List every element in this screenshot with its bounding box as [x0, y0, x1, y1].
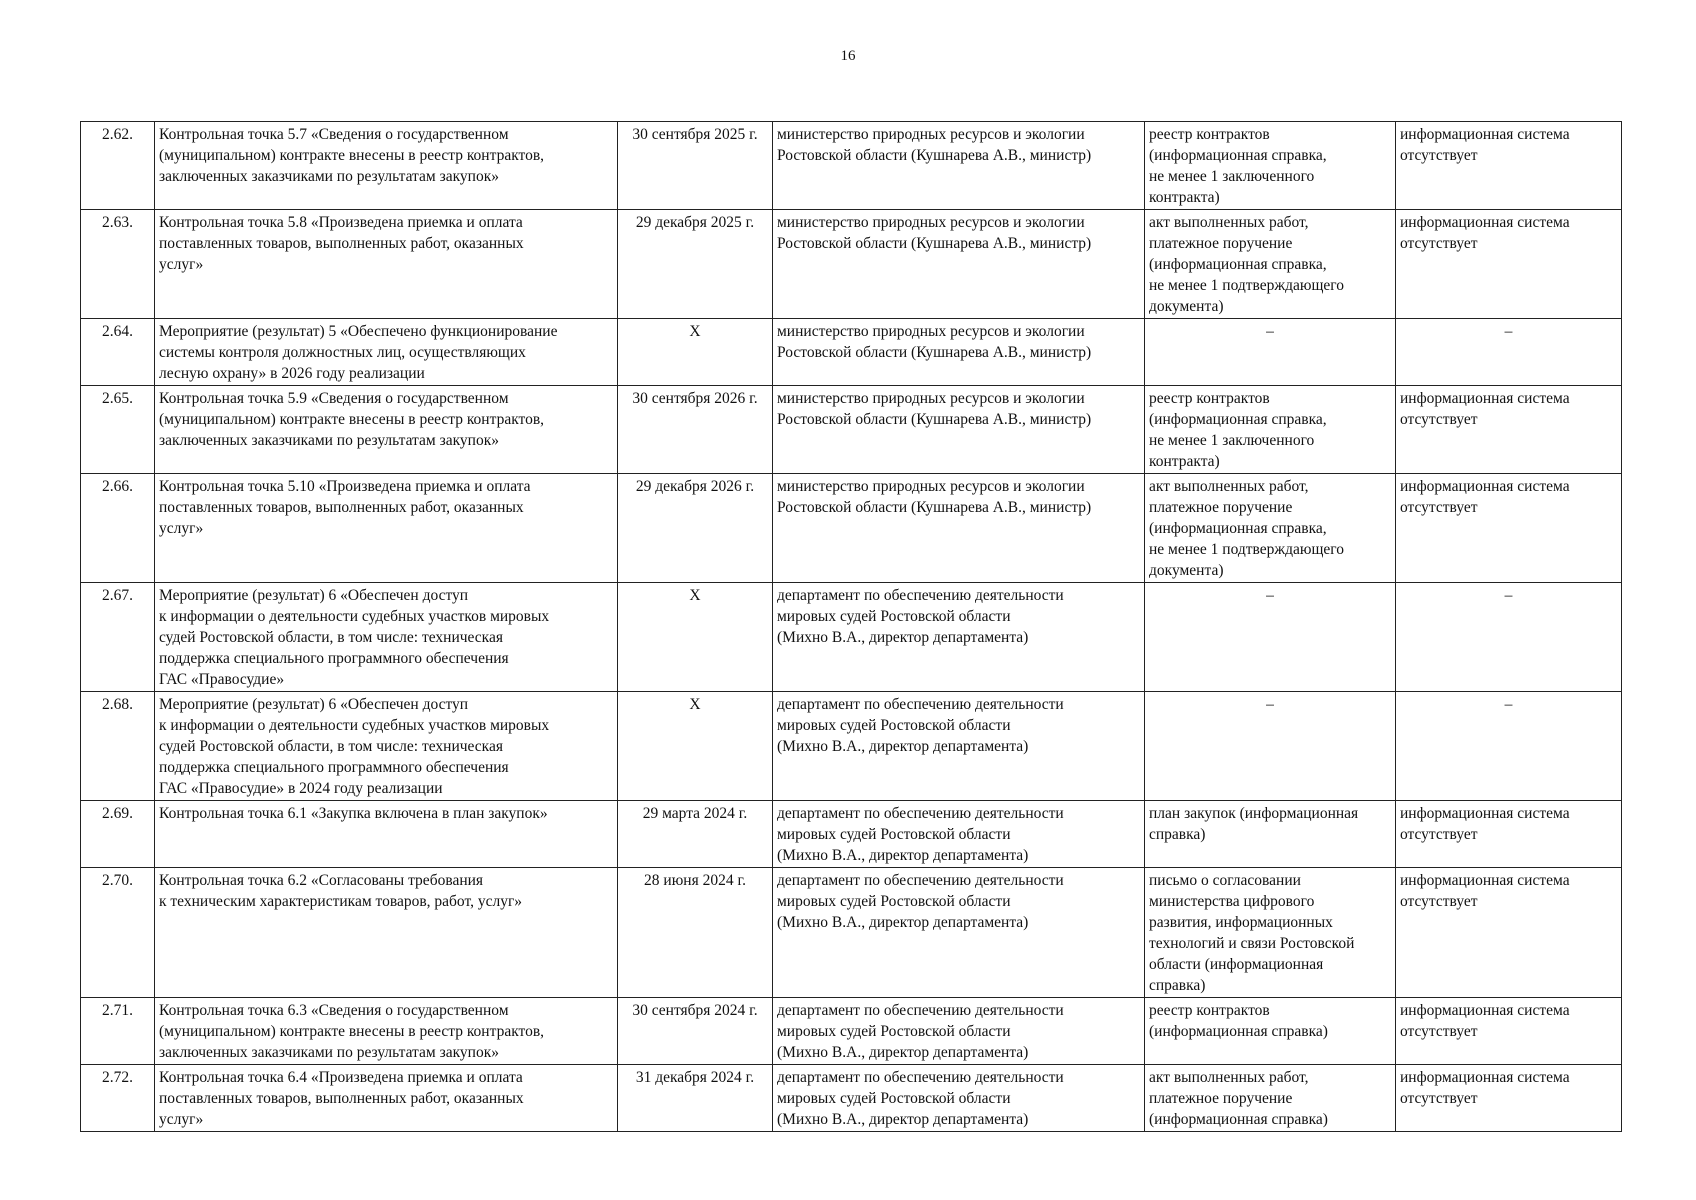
cell-text-line: (муниципальном) контракте внесены в реестр контрактов, — [159, 411, 545, 428]
cell-text-line: не менее 1 подтверждающего — [1149, 277, 1344, 294]
cell-text-line: информационная система — [1400, 872, 1570, 889]
cell-text-line: акт выполненных работ, — [1149, 214, 1309, 231]
event-name-cell — [155, 692, 618, 801]
table-row — [81, 583, 1622, 692]
cell-text-line: – — [1266, 696, 1274, 713]
cell-text-line: (Михно В.А., директор департамента) — [777, 738, 1029, 755]
cell-text-line: к информации о деятельности судебных участков мировых — [159, 608, 550, 625]
cell-text-line: (Михно В.А., директор департамента) — [777, 847, 1029, 864]
responsible-cell — [773, 474, 1145, 583]
cell-text-line: контракта) — [1149, 189, 1220, 206]
cell-text-line: к техническим характеристикам товаров, работ, услуг» — [159, 893, 523, 910]
row-number-cell: 2.67. — [81, 583, 155, 692]
deadline-cell: X — [618, 319, 773, 386]
cell-text-line: отсутствует — [1400, 893, 1478, 910]
cell-text-line: Мероприятие (результат) 5 «Обеспечено функционирование — [159, 323, 558, 340]
info-system-cell — [1396, 386, 1622, 474]
cell-text-line: информационная система — [1400, 390, 1570, 407]
document-cell — [1145, 474, 1396, 583]
cell-text-line: министерство природных ресурсов и экологии — [777, 323, 1085, 340]
cell-text-line: департамент по обеспечению деятельности — [777, 805, 1064, 822]
cell-text-line: мировых судей Ростовской области — [777, 826, 1011, 843]
cell-text-line: (Михно В.А., директор департамента) — [777, 629, 1029, 646]
cell-text-line: не менее 1 подтверждающего — [1149, 541, 1344, 558]
event-name-cell — [155, 210, 618, 319]
cell-text-line: министерства цифрового — [1149, 893, 1315, 910]
event-name-cell — [155, 386, 618, 474]
cell-text-line: (Михно В.А., директор департамента) — [777, 914, 1029, 931]
cell-text-line: Контрольная точка 5.7 «Сведения о государственном — [159, 126, 509, 143]
document-cell — [1145, 998, 1396, 1065]
cell-text-line: Контрольная точка 5.8 «Произведена приемка и оплата — [159, 214, 523, 231]
cell-text-line: (информационная справка) — [1149, 1023, 1328, 1040]
cell-text-line: министерство природных ресурсов и экологии — [777, 214, 1085, 231]
cell-text-line: отсутствует — [1400, 826, 1478, 843]
cell-text-line: Ростовской области (Кушнарева А.В., министр) — [777, 235, 1092, 252]
cell-text-line: – — [1504, 587, 1513, 604]
cell-text-line: отсутствует — [1400, 235, 1478, 252]
cell-text-line: услуг» — [159, 256, 204, 273]
cell-text-line: к информации о деятельности судебных участков мировых — [159, 717, 550, 734]
cell-text-line: мировых судей Ростовской области — [777, 1090, 1011, 1107]
cell-text-line: (информационная справка, — [1149, 256, 1327, 273]
document-cell — [1145, 868, 1396, 998]
cell-text-line: Контрольная точка 6.2 «Согласованы требования — [159, 872, 484, 889]
row-number-cell: 2.65. — [81, 386, 155, 474]
deadline-cell: 30 сентября 2025 г. — [618, 122, 773, 210]
cell-text-line: услуг» — [159, 520, 204, 537]
event-name-cell — [155, 1065, 618, 1132]
cell-text-line: Ростовской области (Кушнарева А.В., министр) — [777, 344, 1092, 361]
cell-text-line: отсутствует — [1400, 499, 1478, 516]
deadline-cell: 31 декабря 2024 г. — [618, 1065, 773, 1132]
cell-text-line: поддержка специального программного обеспечения — [159, 759, 509, 776]
table-row — [81, 1065, 1622, 1132]
info-system-cell — [1396, 692, 1622, 801]
cell-text-line: – — [1266, 323, 1274, 340]
responsible-cell — [773, 122, 1145, 210]
cell-text-line: информационная система — [1400, 1002, 1570, 1019]
cell-text-line: Контрольная точка 6.1 «Закупка включена в план закупок» — [159, 805, 548, 822]
cell-text-line: мировых судей Ростовской области — [777, 608, 1011, 625]
cell-text-line: отсутствует — [1400, 1023, 1478, 1040]
cell-text-line: департамент по обеспечению деятельности — [777, 1069, 1064, 1086]
document-cell — [1145, 386, 1396, 474]
info-system-cell — [1396, 122, 1622, 210]
document-cell — [1145, 210, 1396, 319]
cell-text-line: Контрольная точка 6.3 «Сведения о государственном — [159, 1002, 509, 1019]
cell-text-line: план закупок (информационная — [1149, 805, 1359, 822]
cell-text-line: документа) — [1149, 562, 1224, 579]
cell-text-line: письмо о согласовании — [1149, 872, 1301, 889]
document-cell — [1145, 1065, 1396, 1132]
responsible-cell — [773, 692, 1145, 801]
cell-text-line: отсутствует — [1400, 1090, 1478, 1107]
cell-text-line: контракта) — [1149, 453, 1220, 470]
cell-text-line: услуг» — [159, 1111, 204, 1128]
cell-text-line: платежное поручение — [1149, 235, 1293, 252]
responsible-cell — [773, 319, 1145, 386]
cell-text-line: акт выполненных работ, — [1149, 1069, 1309, 1086]
table-row — [81, 998, 1622, 1065]
info-system-cell — [1396, 210, 1622, 319]
cell-text-line: заключенных заказчиками по результатам закупок» — [159, 1044, 499, 1061]
info-system-cell — [1396, 868, 1622, 998]
cell-text-line: отсутствует — [1400, 411, 1478, 428]
table-row — [81, 386, 1622, 474]
cell-text-line: поддержка специального программного обеспечения — [159, 650, 509, 667]
deadline-cell: 29 декабря 2026 г. — [618, 474, 773, 583]
deadline-cell: 30 сентября 2024 г. — [618, 998, 773, 1065]
implementation-plan-table — [80, 121, 1622, 1132]
cell-text-line: реестр контрактов — [1149, 390, 1270, 407]
cell-text-line: информационная система — [1400, 126, 1570, 143]
cell-text-line: Контрольная точка 5.9 «Сведения о государственном — [159, 390, 509, 407]
cell-text-line: области (информационная — [1149, 956, 1324, 973]
deadline-cell: 30 сентября 2026 г. — [618, 386, 773, 474]
cell-text-line: Контрольная точка 5.10 «Произведена приемка и оплата — [159, 478, 531, 495]
cell-text-line: (информационная справка, — [1149, 147, 1327, 164]
cell-text-line: акт выполненных работ, — [1149, 478, 1309, 495]
deadline-cell: X — [618, 692, 773, 801]
cell-text-line: информационная система — [1400, 478, 1570, 495]
cell-text-line: судей Ростовской области, в том числе: техническая — [159, 629, 503, 646]
cell-text-line: системы контроля должностных лиц, осуществляющих — [159, 344, 526, 361]
cell-text-line: информационная система — [1400, 1069, 1570, 1086]
event-name-cell — [155, 122, 618, 210]
cell-text-line: Ростовской области (Кушнарева А.В., министр) — [777, 147, 1092, 164]
cell-text-line: справка) — [1149, 977, 1206, 994]
cell-text-line: мировых судей Ростовской области — [777, 717, 1011, 734]
cell-text-line: мировых судей Ростовской области — [777, 1023, 1011, 1040]
cell-text-line: Мероприятие (результат) 6 «Обеспечен доступ — [159, 696, 469, 713]
table-row — [81, 801, 1622, 868]
cell-text-line: развития, информационных — [1149, 914, 1333, 931]
document-cell — [1145, 801, 1396, 868]
cell-text-line: ГАС «Правосудие» в 2024 году реализации — [159, 780, 443, 797]
event-name-cell — [155, 474, 618, 583]
deadline-cell: 29 декабря 2025 г. — [618, 210, 773, 319]
cell-text-line: (Михно В.А., директор департамента) — [777, 1111, 1029, 1128]
cell-text-line: – — [1504, 323, 1513, 340]
cell-text-line: справка) — [1149, 826, 1206, 843]
cell-text-line: департамент по обеспечению деятельности — [777, 696, 1064, 713]
table-row — [81, 868, 1622, 998]
row-number-cell: 2.68. — [81, 692, 155, 801]
row-number-cell: 2.72. — [81, 1065, 155, 1132]
row-number-cell: 2.71. — [81, 998, 155, 1065]
deadline-cell: 28 июня 2024 г. — [618, 868, 773, 998]
responsible-cell — [773, 583, 1145, 692]
cell-text-line: (информационная справка, — [1149, 520, 1327, 537]
responsible-cell — [773, 210, 1145, 319]
page-number: 16 — [840, 48, 856, 64]
event-name-cell — [155, 998, 618, 1065]
cell-text-line: министерство природных ресурсов и экологии — [777, 126, 1085, 143]
responsible-cell — [773, 801, 1145, 868]
info-system-cell — [1396, 583, 1622, 692]
cell-text-line: Ростовской области (Кушнарева А.В., министр) — [777, 499, 1092, 516]
responsible-cell — [773, 386, 1145, 474]
cell-text-line: отсутствует — [1400, 147, 1478, 164]
deadline-cell: X — [618, 583, 773, 692]
cell-text-line: министерство природных ресурсов и экологии — [777, 390, 1085, 407]
cell-text-line: (информационная справка, — [1149, 411, 1327, 428]
document-cell — [1145, 122, 1396, 210]
info-system-cell — [1396, 319, 1622, 386]
table-row — [81, 319, 1622, 386]
event-name-cell — [155, 583, 618, 692]
cell-text-line: департамент по обеспечению деятельности — [777, 587, 1064, 604]
cell-text-line: не менее 1 заключенного — [1149, 432, 1315, 449]
event-name-cell — [155, 319, 618, 386]
cell-text-line: (муниципальном) контракте внесены в реестр контрактов, — [159, 147, 545, 164]
document-cell — [1145, 319, 1396, 386]
table-body — [81, 122, 1622, 1132]
event-name-cell — [155, 868, 618, 998]
deadline-cell: 29 марта 2024 г. — [618, 801, 773, 868]
document-cell — [1145, 583, 1396, 692]
cell-text-line: ГАС «Правосудие» — [159, 671, 285, 688]
info-system-cell — [1396, 998, 1622, 1065]
cell-text-line: платежное поручение — [1149, 499, 1293, 516]
cell-text-line: лесную охрану» в 2026 году реализации — [159, 365, 425, 382]
row-number-cell: 2.62. — [81, 122, 155, 210]
cell-text-line: не менее 1 заключенного — [1149, 168, 1315, 185]
responsible-cell — [773, 868, 1145, 998]
cell-text-line: Контрольная точка 6.4 «Произведена приемка и оплата — [159, 1069, 523, 1086]
cell-text-line: (муниципальном) контракте внесены в реестр контрактов, — [159, 1023, 545, 1040]
cell-text-line: реестр контрактов — [1149, 1002, 1270, 1019]
cell-text-line: (Михно В.А., директор департамента) — [777, 1044, 1029, 1061]
row-number-cell: 2.69. — [81, 801, 155, 868]
cell-text-line: заключенных заказчиками по результатам закупок» — [159, 432, 499, 449]
cell-text-line: информационная система — [1400, 214, 1570, 231]
cell-text-line: платежное поручение — [1149, 1090, 1293, 1107]
row-number-cell: 2.63. — [81, 210, 155, 319]
row-number-cell: 2.70. — [81, 868, 155, 998]
table-row — [81, 474, 1622, 583]
cell-text-line: поставленных товаров, выполненных работ, оказанных — [159, 1090, 524, 1107]
row-number-cell: 2.66. — [81, 474, 155, 583]
cell-text-line: технологий и связи Ростовской — [1149, 935, 1355, 952]
cell-text-line: департамент по обеспечению деятельности — [777, 872, 1064, 889]
info-system-cell — [1396, 801, 1622, 868]
cell-text-line: реестр контрактов — [1149, 126, 1270, 143]
info-system-cell — [1396, 1065, 1622, 1132]
cell-text-line: – — [1504, 696, 1513, 713]
cell-text-line: поставленных товаров, выполненных работ, оказанных — [159, 499, 524, 516]
cell-text-line: поставленных товаров, выполненных работ, оказанных — [159, 235, 524, 252]
cell-text-line: информационная система — [1400, 805, 1570, 822]
table-row — [81, 210, 1622, 319]
event-name-cell — [155, 801, 618, 868]
cell-text-line: – — [1266, 587, 1274, 604]
info-system-cell — [1396, 474, 1622, 583]
cell-text-line: Мероприятие (результат) 6 «Обеспечен доступ — [159, 587, 469, 604]
cell-text-line: Ростовской области (Кушнарева А.В., министр) — [777, 411, 1092, 428]
cell-text-line: судей Ростовской области, в том числе: техническая — [159, 738, 503, 755]
document-cell — [1145, 692, 1396, 801]
row-number-cell: 2.64. — [81, 319, 155, 386]
table-row — [81, 122, 1622, 210]
cell-text-line: мировых судей Ростовской области — [777, 893, 1011, 910]
cell-text-line: (информационная справка) — [1149, 1111, 1328, 1128]
responsible-cell — [773, 1065, 1145, 1132]
responsible-cell — [773, 998, 1145, 1065]
cell-text-line: документа) — [1149, 298, 1224, 315]
cell-text-line: департамент по обеспечению деятельности — [777, 1002, 1064, 1019]
cell-text-line: заключенных заказчиками по результатам закупок» — [159, 168, 499, 185]
table-row — [81, 692, 1622, 801]
cell-text-line: министерство природных ресурсов и экологии — [777, 478, 1085, 495]
